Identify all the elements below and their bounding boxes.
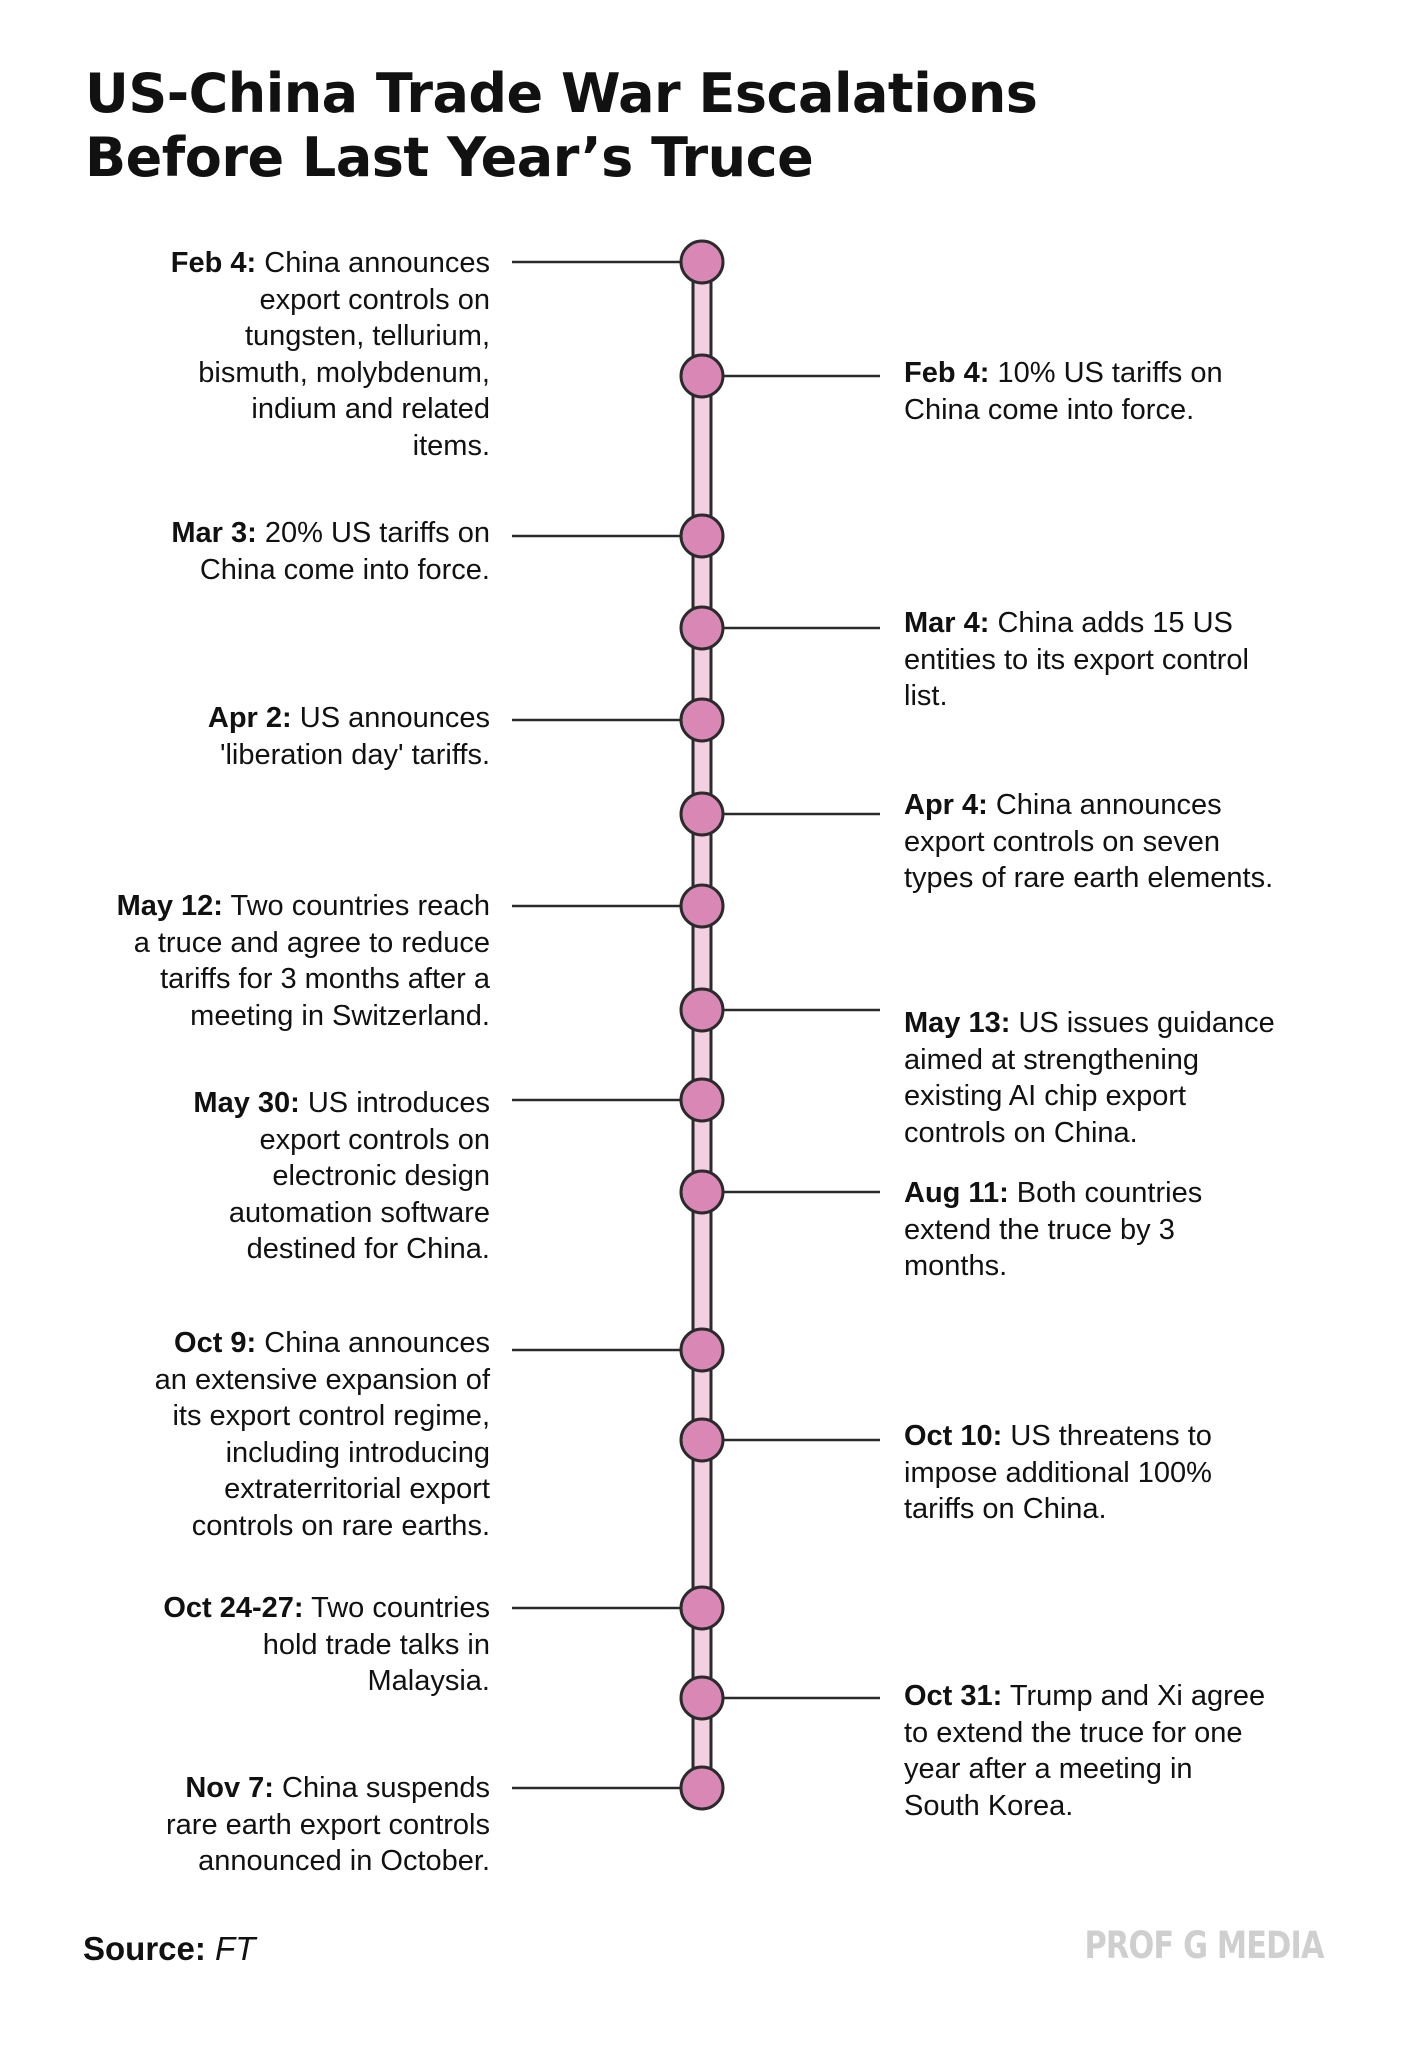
event-text-line: South Korea. xyxy=(904,1789,1074,1822)
event-text-line: China come into force. xyxy=(904,393,1195,426)
event-left xyxy=(110,245,490,464)
brand-logo: PROF G MEDIA xyxy=(1084,1924,1324,1967)
event-text-line: tungsten, tellurium, xyxy=(244,320,490,352)
event-text-line: Oct 9: China announces xyxy=(174,1327,490,1359)
event-date: Oct 24-27: xyxy=(163,1592,304,1624)
event-text-line: tariffs on China. xyxy=(904,1493,1107,1525)
event-text-line: Malaysia. xyxy=(367,1665,490,1697)
source-value: FT xyxy=(215,1930,256,1967)
event-date: Mar 4: xyxy=(904,607,990,639)
event-right xyxy=(904,787,1344,897)
event-text-line: to extend the truce for one xyxy=(904,1716,1243,1749)
event-text-line: May 30: US introduces xyxy=(193,1087,490,1119)
event-text-line: May 13: US issues guidance xyxy=(904,1007,1275,1039)
event-text-line: including introducing xyxy=(225,1436,490,1469)
event-right xyxy=(904,1678,1344,1824)
event-text-line: export controls on xyxy=(259,1123,490,1156)
event-text-line: announced in October. xyxy=(198,1845,490,1877)
event-text-line: Nov 7: China suspends xyxy=(185,1772,490,1804)
timeline-node xyxy=(681,1419,723,1461)
timeline-node xyxy=(681,355,723,397)
event-text-line: extraterritorial export xyxy=(224,1473,490,1505)
event-text-line: electronic design xyxy=(272,1160,490,1192)
event-left xyxy=(110,888,490,1034)
event-text-line: controls on China. xyxy=(904,1116,1138,1149)
event-left xyxy=(110,1770,490,1880)
event-date: Oct 31: xyxy=(904,1680,1003,1712)
event-right xyxy=(904,1005,1344,1151)
event-right xyxy=(904,605,1344,715)
event-left xyxy=(110,1325,490,1544)
event-text-line: Feb 4: China announces xyxy=(170,247,490,279)
timeline-node xyxy=(681,1079,723,1121)
event-date: May 13: xyxy=(904,1007,1011,1039)
event-text-line: destined for China. xyxy=(246,1233,490,1265)
event-date: Apr 2: xyxy=(207,702,292,734)
event-text-line: bismuth, molybdenum, xyxy=(198,356,490,389)
event-text-line: months. xyxy=(904,1250,1008,1282)
timeline-node xyxy=(681,1587,723,1629)
event-text-line: export controls on seven xyxy=(904,825,1220,858)
event-date: Mar 3: xyxy=(171,517,257,549)
event-text-line: Mar 3: 20% US tariffs on xyxy=(171,517,490,549)
timeline-node xyxy=(681,1677,723,1719)
event-date: Feb 4: xyxy=(170,247,257,279)
event-text-line: year after a meeting in xyxy=(904,1753,1193,1785)
event-text-line: Apr 4: China announces xyxy=(904,789,1222,821)
timeline-node xyxy=(681,607,723,649)
event-date: Nov 7: xyxy=(185,1772,274,1804)
event-text-line: rare earth export controls xyxy=(166,1808,490,1841)
event-date: Apr 4: xyxy=(904,789,988,821)
event-text-line: its export control regime, xyxy=(172,1400,490,1432)
event-text-line: aimed at strengthening xyxy=(904,1043,1200,1076)
event-text-line: automation software xyxy=(228,1196,490,1229)
event-text-line: indium and related xyxy=(251,393,490,425)
event-text-line: China come into force. xyxy=(199,553,490,586)
timeline-node xyxy=(681,989,723,1031)
event-text-line: Feb 4: 10% US tariffs on xyxy=(904,357,1223,389)
title-line-2: Before Last Year’s Truce xyxy=(85,126,814,189)
timeline-node xyxy=(681,885,723,927)
event-date: Oct 9: xyxy=(174,1327,257,1359)
event-text-line: controls on rare earths. xyxy=(191,1509,490,1542)
event-text-line: Oct 31: Trump and Xi agree xyxy=(904,1680,1266,1712)
event-text-line: entities to its export control xyxy=(904,643,1249,676)
event-date: Feb 4: xyxy=(904,357,990,389)
event-text-line: Oct 24-27: Two countries xyxy=(163,1592,490,1624)
timeline-node xyxy=(681,793,723,835)
event-text-line: items. xyxy=(412,429,490,462)
event-text-line: tariffs for 3 months after a xyxy=(160,963,490,995)
event-text-line: May 12: Two countries reach xyxy=(116,890,490,922)
event-left xyxy=(110,1590,490,1700)
event-text-line: impose additional 100% xyxy=(904,1456,1212,1489)
source-note xyxy=(83,1930,255,1968)
event-text-line: an extensive expansion of xyxy=(154,1363,490,1396)
timeline-node xyxy=(681,241,723,283)
timeline-node xyxy=(681,699,723,741)
event-text-line: Apr 2: US announces xyxy=(207,702,490,734)
event-text-line: Oct 10: US threatens to xyxy=(904,1420,1212,1452)
event-text-line: list. xyxy=(904,680,948,712)
event-text-line: export controls on xyxy=(259,283,490,316)
event-date: May 30: xyxy=(193,1087,300,1119)
timeline-node xyxy=(681,1767,723,1809)
timeline-node xyxy=(681,515,723,557)
source-label: Source: xyxy=(83,1930,206,1967)
title-line-1: US-China Trade War Escalations xyxy=(85,62,1038,125)
event-text-line: extend the truce by 3 xyxy=(904,1213,1175,1246)
event-date: May 12: xyxy=(116,890,223,922)
event-text-line: Mar 4: China adds 15 US xyxy=(904,607,1233,639)
event-left xyxy=(110,515,490,588)
event-date: Aug 11: xyxy=(904,1177,1009,1209)
event-text-line: 'liberation day' tariffs. xyxy=(219,738,490,771)
event-text-line: hold trade talks in xyxy=(262,1628,490,1661)
event-text-line: types of rare earth elements. xyxy=(904,862,1274,894)
timeline-node xyxy=(681,1171,723,1213)
event-left xyxy=(110,1085,490,1268)
timeline-node xyxy=(681,1329,723,1371)
event-text-line: existing AI chip export xyxy=(904,1080,1187,1112)
event-right xyxy=(904,355,1344,428)
event-text-line: a truce and agree to reduce xyxy=(133,926,490,959)
event-date: Oct 10: xyxy=(904,1420,1003,1452)
event-right xyxy=(904,1175,1344,1285)
event-right xyxy=(904,1418,1344,1528)
event-left xyxy=(110,700,490,773)
event-text-line: meeting in Switzerland. xyxy=(190,999,490,1032)
event-text-line: Aug 11: Both countries xyxy=(904,1177,1203,1209)
